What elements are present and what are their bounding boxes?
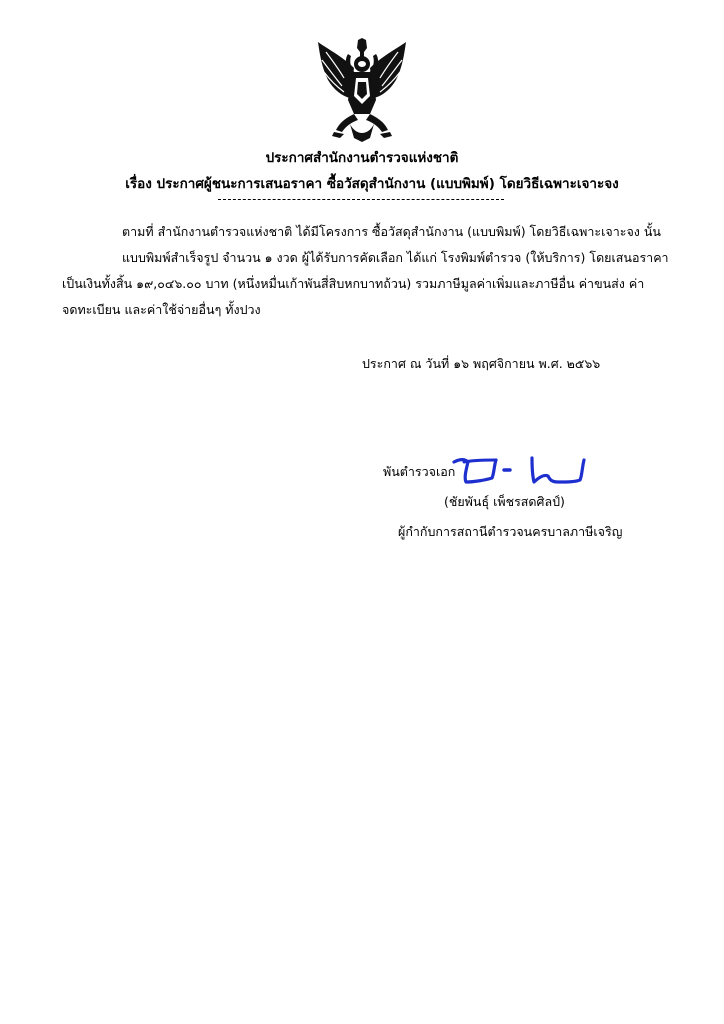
signer-name: (ชัยพันธุ์ เพ็ชรสดศิลป์): [444, 494, 565, 509]
garuda-emblem-icon: [314, 38, 410, 142]
title-divider: [218, 199, 504, 200]
body-line-1: ตามที่ สำนักงานตำรวจแห่งชาติ ได้มีโครงการ ซื้อวัสดุสำนักงาน (แบบพิมพ์) โดยวิธีเฉพาะเจาะจง นั้น: [122, 224, 661, 239]
announcement-date: ประกาศ ณ วันที่ ๑๖ พฤศจิกายน พ.ศ. ๒๕๖๖: [362, 356, 601, 371]
announcement-title: ประกาศสำนักงานตำรวจแห่งชาติ: [265, 150, 459, 166]
handwritten-signature-icon: [452, 452, 588, 488]
signer-position: ผู้กำกับการสถานีตำรวจนครบาลภาษีเจริญ: [398, 524, 623, 539]
body-line-3: เป็นเงินทั้งสิ้น ๑๙,๐๔๖.๐๐ บาท (หนึ่งหมื่นเก้าพันสี่สิบหกบาทถ้วน) รวมภาษีมูลค่าเพิ่มและภาษีอื่น ค่าขนส่ง ค่า: [62, 276, 645, 291]
signer-rank: พันตำรวจเอก: [383, 464, 456, 479]
body-line-2: แบบพิมพ์สำเร็จรูป จำนวน ๑ งวด ผู้ได้รับการคัดเลือก ได้แก่ โรงพิมพ์ตำรวจ (ให้บริการ) โดยเสนอราคา: [122, 250, 669, 265]
body-line-4: จดทะเบียน และค่าใช้จ่ายอื่นๆ ทั้งปวง: [62, 302, 261, 317]
announcement-subject: เรื่อง ประกาศผู้ชนะการเสนอราคา ซื้อวัสดุสำนักงาน (แบบพิมพ์) โดยวิธีเฉพาะเจาะจง: [125, 176, 619, 192]
